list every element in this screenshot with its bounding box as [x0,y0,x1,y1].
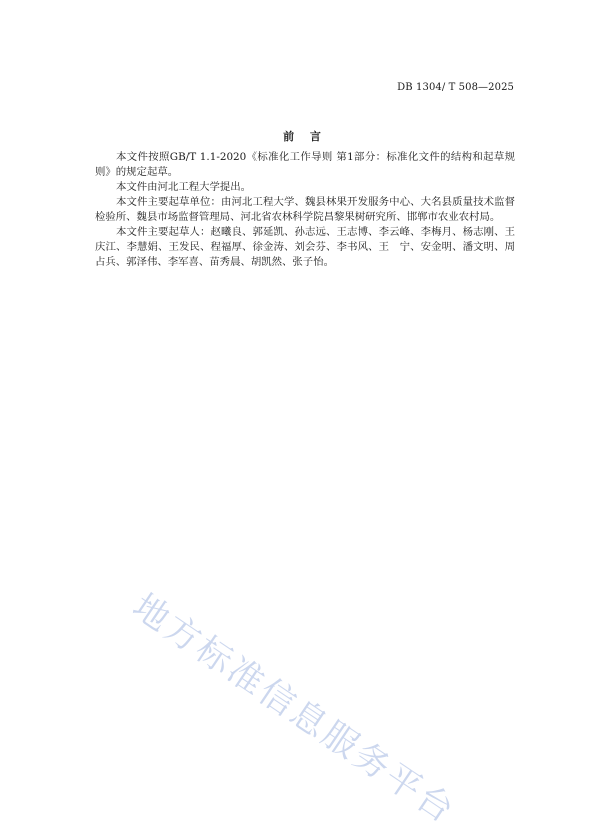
foreword-body [95,150,515,270]
paragraph-proposer: 本文件由河北工程大学提出。 [116,181,252,193]
standard-number: DB 1304/ T 508—2025 [397,82,514,93]
paragraph-drafting-rules: 本文件按照GB/T 1.1-2020《标准化工作导则 第1部分：标准化文件的结构和起草规则》的规定起草。 [95,151,515,178]
watermark: 地方标准信息服务平台 [125,586,463,833]
paragraph-drafters: 本文件主要起草人：赵曦良、郭延凯、孙志远、王志博、李云峰、李梅月、杨志刚、王庆江、李慧娟、王发民、程福厚、徐金涛、刘会芬、李书风、王 宁、安金明、潘文明、周占兵、郭泽伟、李军喜、苗秀晨、胡凯然、张子怡。 [95,226,515,268]
paragraph-drafting-units: 本文件主要起草单位：由河北工程大学、魏县林果开发服务中心、大名县质量技术监督检验所、魏县市场监督管理局、河北省农林科学院昌黎果树研究所、邯郸市农业农村局。 [95,196,515,223]
section-title: 前 言 [283,130,327,143]
